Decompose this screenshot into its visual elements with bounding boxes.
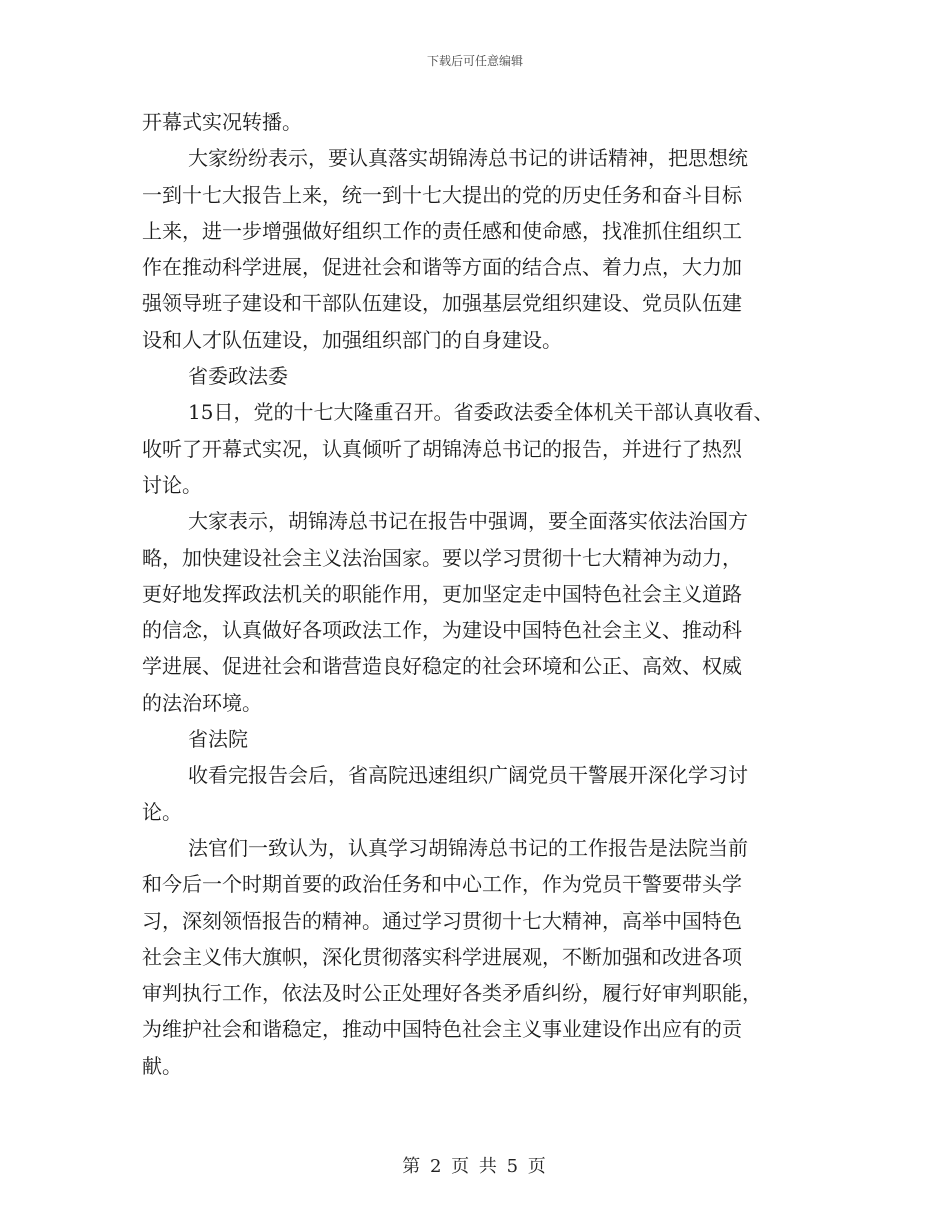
- text-line: 收听了开幕式实况，认真倾听了胡锦涛总书记的报告，并进行了热烈: [142, 436, 742, 461]
- text-line: 讨论。: [142, 472, 202, 497]
- page-number: 第 2 页 共 5 页: [402, 1156, 548, 1177]
- text-line: 审判执行工作，依法及时公正处理好各类矛盾纠纷，履行好审判职能，: [142, 981, 762, 1006]
- text-line: 习，深刻领悟报告的精神。通过学习贯彻十七大精神，高举中国特色: [142, 908, 742, 933]
- text-line: 设和人才队伍建设，加强组织部门的自身建设。: [142, 327, 562, 352]
- text-line: 更好地发挥政法机关的职能作用，更加坚定走中国特色社会主义道路: [142, 581, 742, 606]
- text-line: 略，加快建设社会主义法治国家。要以学习贯彻十七大精神为动力，: [142, 545, 742, 570]
- text-line: 为维护社会和谐稳定，推动中国特色社会主义事业建设作出应有的贡: [142, 1017, 742, 1042]
- text-line: 献。: [142, 1053, 182, 1078]
- text-line: 的信念，认真做好各项政法工作，为建设中国特色社会主义、推动科: [142, 618, 742, 643]
- text-line: 学进展、促进社会和谐营造良好稳定的社会环境和公正、高效、权威: [142, 654, 742, 679]
- text-line: 上来，进一步增强做好组织工作的责任感和使命感，找准抓住组织工: [142, 218, 742, 243]
- text-line: 论。: [142, 799, 182, 824]
- section-heading: 省委政法委: [188, 364, 288, 389]
- text-line: 社会主义伟大旗帜，深化贯彻落实科学进展观，不断加强和改进各项: [142, 944, 742, 969]
- section-heading: 省法院: [188, 727, 248, 752]
- text-line: 和今后一个时期首要的政治任务和中心工作，作为党员干警要带头学: [142, 872, 742, 897]
- document-body: [142, 104, 822, 1084]
- text-line: 强领导班子建设和干部队伍建设，加强基层党组织建设、党员队伍建: [142, 291, 742, 316]
- text-line: 收看完报告会后，省高院迅速组织广阔党员干警展开深化学习讨: [188, 763, 748, 788]
- text-line: 开幕式实况转播。: [142, 110, 302, 134]
- text-line: 作在推动科学进展，促进社会和谐等方面的结合点、着力点，大力加: [142, 255, 742, 280]
- text-line: 15日，党的十七大隆重召开。省委政法委全体机关干部认真收看、: [188, 400, 774, 425]
- page-header: 下载后可任意编辑: [426, 54, 523, 68]
- text-line: 的法治环境。: [142, 690, 262, 715]
- text-line: 大家表示，胡锦涛总书记在报告中强调，要全面落实依法治国方: [188, 509, 748, 534]
- text-line: 法官们一致认为，认真学习胡锦涛总书记的工作报告是法院当前: [188, 835, 748, 860]
- text-line: 一到十七大报告上来，统一到十七大提出的党的历史任务和奋斗目标: [142, 182, 742, 207]
- text-line: 大家纷纷表示，要认真落实胡锦涛总书记的讲话精神，把思想统: [188, 146, 748, 171]
